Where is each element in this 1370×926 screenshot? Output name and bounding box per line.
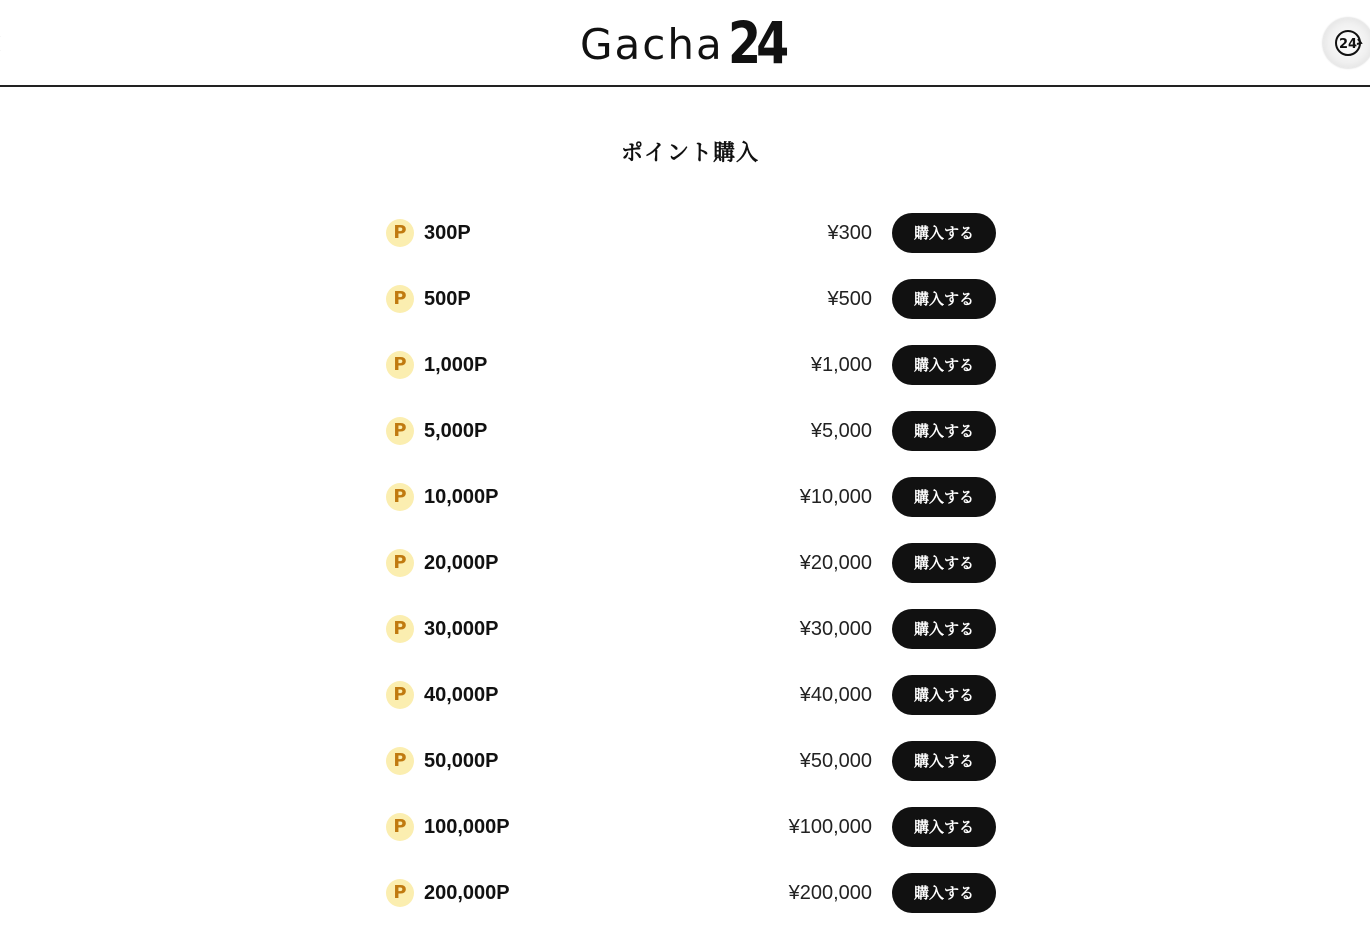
plan-row: [386, 332, 998, 398]
plan-price: ¥100,000: [788, 816, 872, 838]
plan-price: ¥300: [827, 222, 872, 244]
buy-button[interactable]: 購入する: [892, 213, 996, 253]
point-coin-icon: P: [386, 483, 414, 511]
site-logo[interactable]: [580, 9, 796, 77]
page-title: ポイント購入: [620, 141, 759, 166]
buy-button[interactable]: 購入する: [892, 477, 996, 517]
point-coin-icon: P: [386, 615, 414, 643]
avatar-clock-icon: [1331, 26, 1365, 60]
buy-button[interactable]: 購入する: [892, 279, 996, 319]
plan-price: ¥20,000: [799, 552, 872, 574]
point-coin-icon: P: [386, 219, 414, 247]
plan-row: [386, 794, 998, 860]
plan-row: [386, 464, 998, 530]
plan-row: [386, 728, 998, 794]
point-coin-icon: P: [386, 879, 414, 907]
buy-button[interactable]: 購入する: [892, 741, 996, 781]
header: [0, 0, 1370, 87]
avatar-label: 24: [1338, 37, 1358, 52]
avatar[interactable]: [1323, 18, 1370, 68]
plan-points: 40,000P: [424, 684, 499, 706]
plan-points: 1,000P: [424, 354, 488, 376]
point-coin-icon: P: [386, 417, 414, 445]
plan-row: [386, 860, 998, 926]
point-coin-icon: P: [386, 351, 414, 379]
point-coin-icon: P: [386, 681, 414, 709]
plan-points: 10,000P: [424, 486, 499, 508]
buy-button[interactable]: 購入する: [892, 609, 996, 649]
logo-text: Gacha: [580, 20, 724, 69]
plan-points: 200,000P: [424, 882, 510, 904]
plan-points: 500P: [424, 288, 471, 310]
plan-points: 300P: [424, 222, 471, 244]
plan-price: ¥10,000: [799, 486, 872, 508]
plan-price: ¥500: [827, 288, 872, 310]
plan-points: 50,000P: [424, 750, 499, 772]
point-coin-icon: P: [386, 813, 414, 841]
point-coin-icon: P: [386, 549, 414, 577]
point-coin-icon: P: [386, 747, 414, 775]
buy-button[interactable]: 購入する: [892, 543, 996, 583]
plan-price: ¥30,000: [799, 618, 872, 640]
buy-button[interactable]: 購入する: [892, 807, 996, 847]
plan-points: 5,000P: [424, 420, 488, 442]
plan-price: ¥200,000: [788, 882, 872, 904]
plan-row: [386, 596, 998, 662]
plan-price: ¥5,000: [810, 420, 872, 442]
plan-price: ¥40,000: [799, 684, 872, 706]
plan-price: ¥1,000: [810, 354, 872, 376]
buy-button[interactable]: 購入する: [892, 411, 996, 451]
point-coin-icon: P: [386, 285, 414, 313]
plan-points: 100,000P: [424, 816, 510, 838]
buy-button[interactable]: 購入する: [892, 675, 996, 715]
plan-row: [386, 530, 998, 596]
plan-price: ¥50,000: [799, 750, 872, 772]
plan-row: [386, 200, 998, 266]
back-arrow-icon[interactable]: [0, 36, 7, 52]
point-plan-list: [386, 200, 998, 926]
buy-button[interactable]: 購入する: [892, 873, 996, 913]
plan-points: 30,000P: [424, 618, 499, 640]
buy-button[interactable]: 購入する: [892, 345, 996, 385]
plan-row: [386, 662, 998, 728]
plan-points: 20,000P: [424, 552, 499, 574]
plan-row: [386, 266, 998, 332]
plan-row: [386, 398, 998, 464]
logo-number: 24: [727, 9, 785, 77]
